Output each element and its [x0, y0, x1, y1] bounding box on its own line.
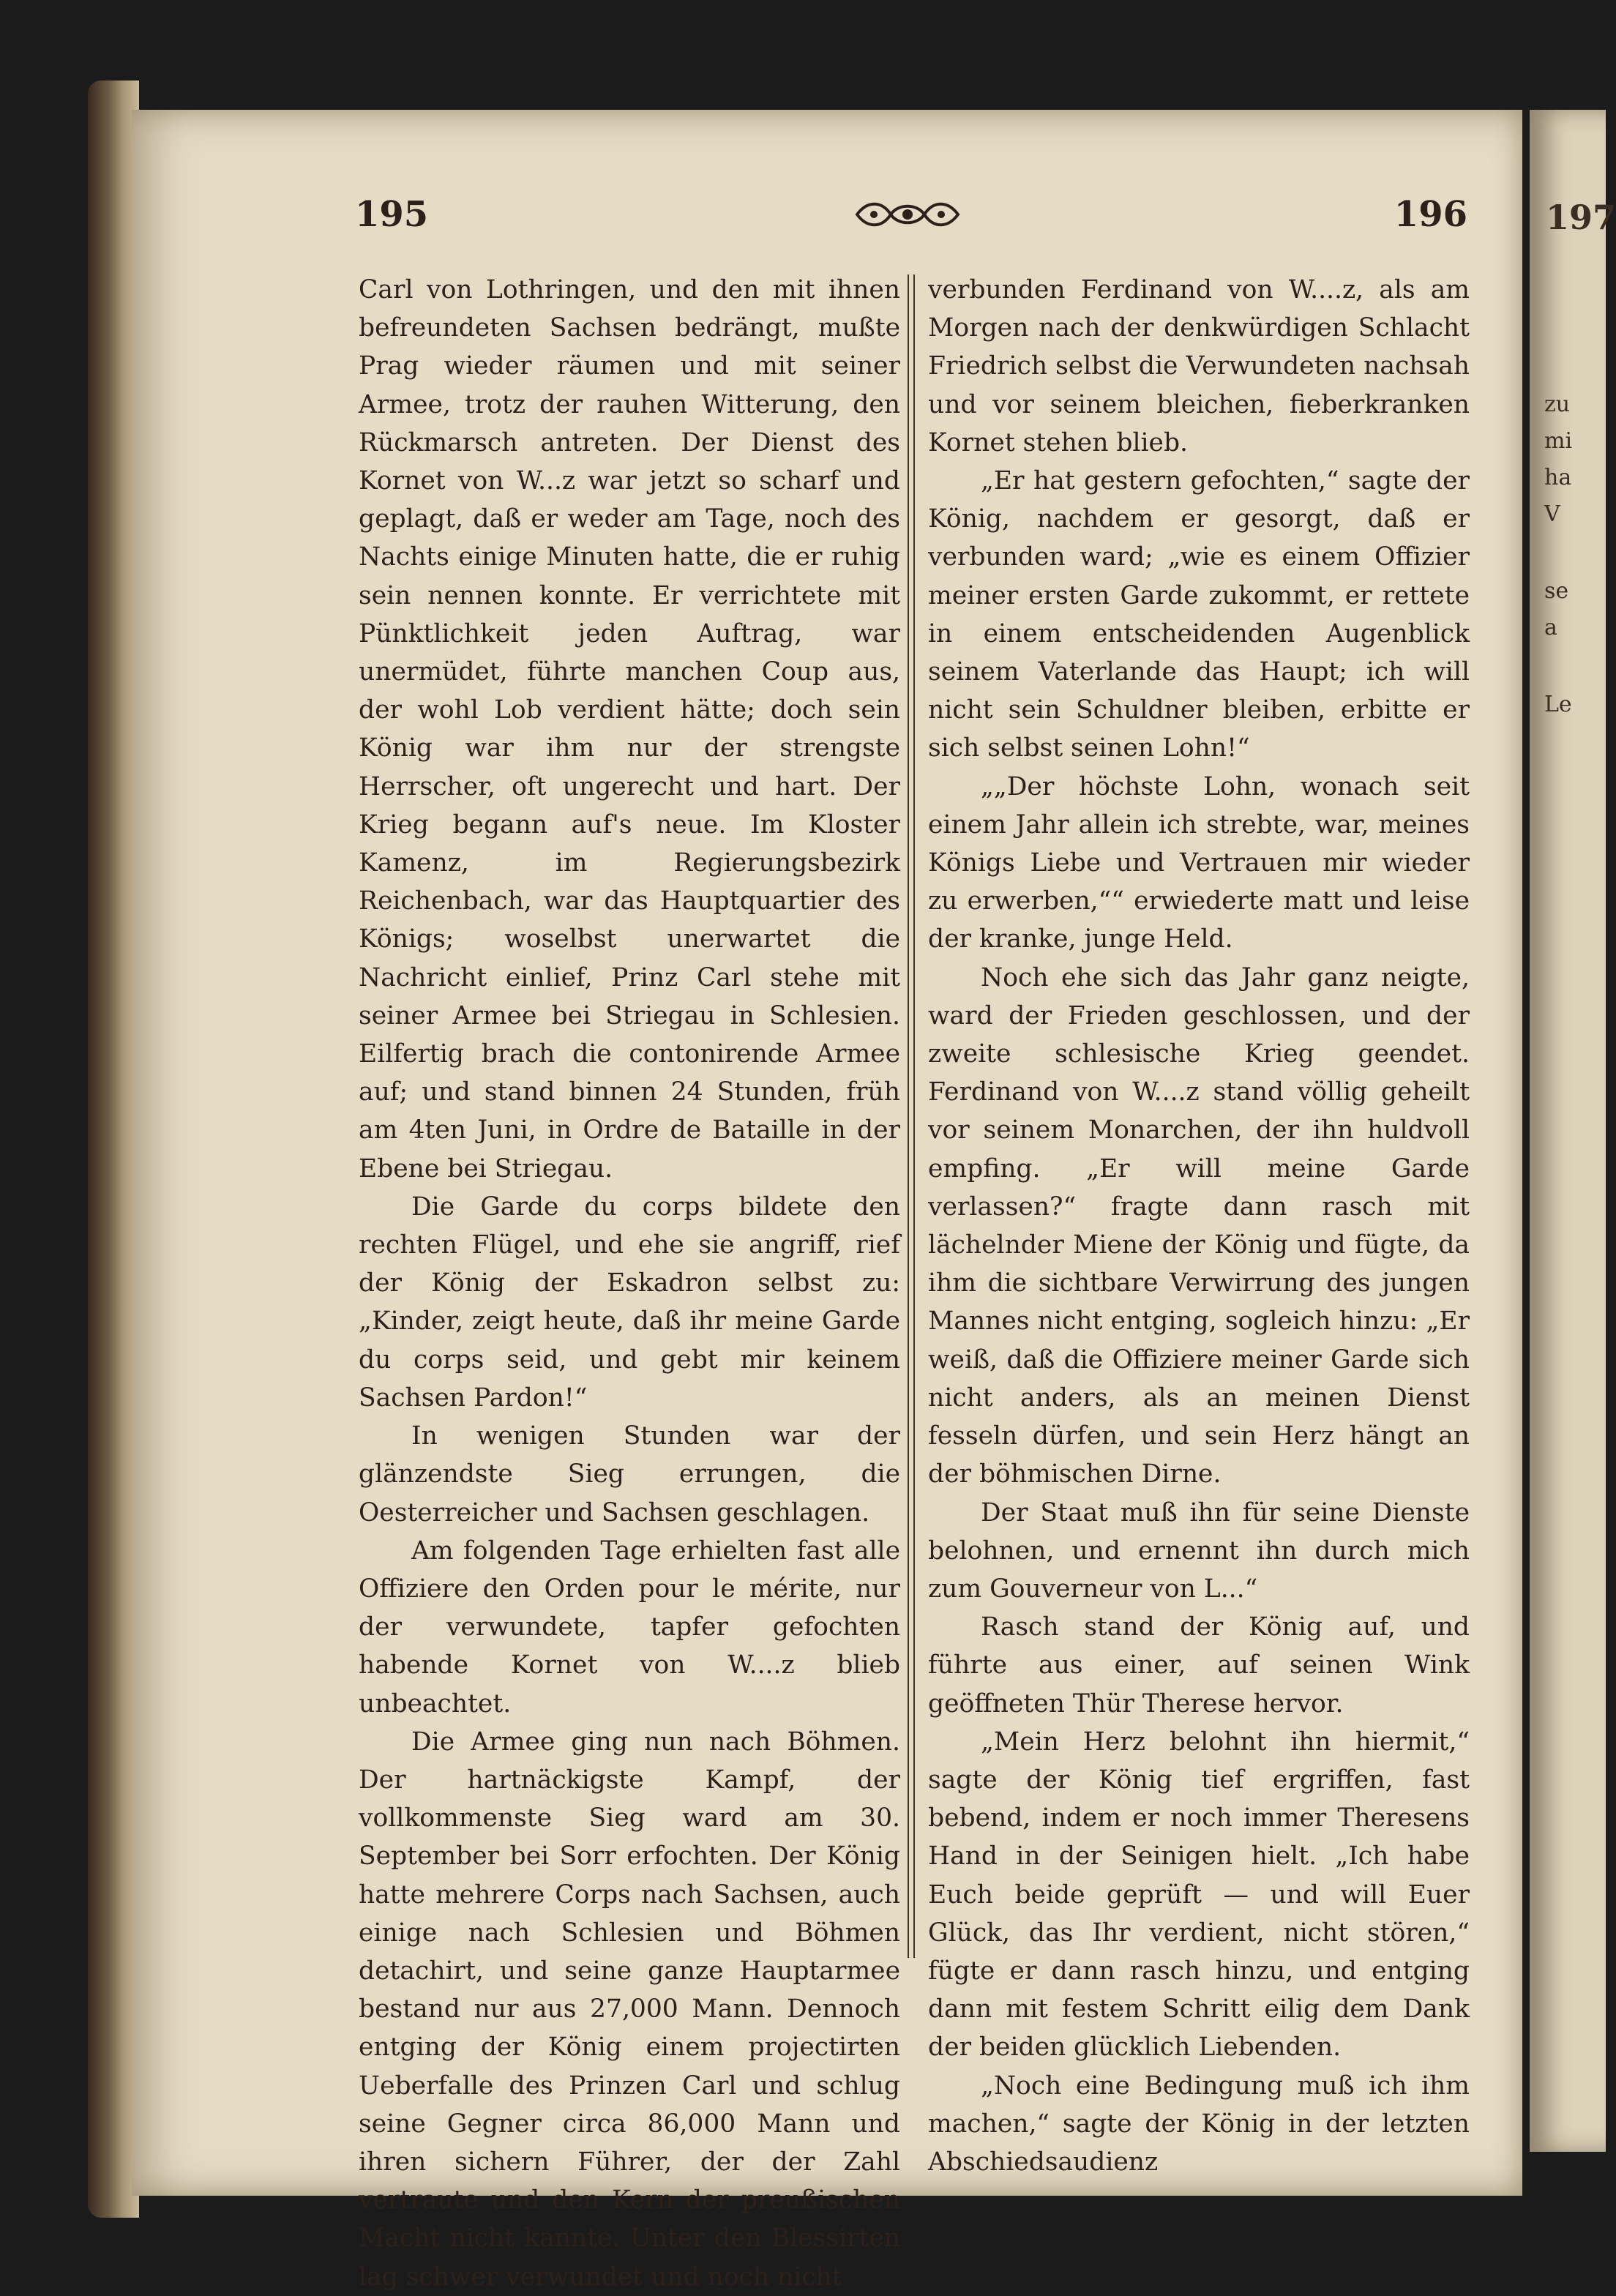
- paragraph: Noch ehe sich das Jahr ganz neigte, ward der Frieden geschlossen, und der zweite schlesische Krieg geendet. Ferdinand von W....z stand völlig geheilt vor seinem Monarchen, der ihn huldvoll empfing. „Er will meine Garde verlassen?“ fragte dann rasch mit lächelnder Miene der König und fügte, da ihm die sichtbare Verwirrung des jungen Mannes nicht entging, sogleich hinzu: „Er weiß, daß die Offiziere meiner Garde sich nicht anders, als an meinen Dienst fesseln dürfen, und sein Herz hängt an der böhmischen Dirne.: [928, 962, 1470, 1489]
- left-column: [359, 271, 900, 2296]
- paragraph: „Mein Herz belohnt ihn hiermit,“ sagte der König tief ergriffen, fast bebend, indem er noch immer Theresens Hand in der Seinigen hielt. „Ich habe Euch beide geprüft — und will Euer Glück, das Ihr verdient, nicht stören,“ fügte er dann rasch hinzu, und entging dann mit festem Schritt eilig dem Dank der beiden glücklich Liebenden.: [928, 1727, 1470, 2063]
- right-column: [928, 271, 1470, 2181]
- paragraph: Am folgenden Tage erhielten fast alle Offiziere den Orden pour le mérite, nur der verwundete, tapfer gefochten habende Kornet von W....z blieb unbeachtet.: [359, 1536, 900, 1719]
- paragraph: Rasch stand der König auf, und führte aus einer, auf seinen Wink geöffneten Thür Therese hervor.: [928, 1612, 1470, 1719]
- paragraph: Die Garde du corps bildete den rechten Flügel, und ehe sie angriff, rief der König der Eskadron selbst zu: „Kinder, zeigt heute, daß ihr meine Garde du corps seid, und gebt mir keinem Sachsen Pardon!“: [359, 1192, 900, 1413]
- paragraph: „„Der höchste Lohn, wonach seit einem Jahr allein ich strebte, war, meines Königs Liebe und Vertrauen mir wieder zu erwerben,““ erwiederte matt und leise der kranke, junge Held.: [928, 771, 1470, 954]
- next-page-number: 197: [1546, 198, 1616, 237]
- paragraph: In wenigen Stunden war der glänzendste Sieg errungen, die Oesterreicher und Sachsen geschlagen.: [359, 1421, 900, 1527]
- next-page-fragment: a: [1544, 615, 1557, 640]
- column-divider: [908, 274, 915, 1958]
- page-number-left: 195: [355, 194, 429, 235]
- next-page-edge: [1530, 110, 1616, 2152]
- ornament-icon: [853, 198, 962, 231]
- paragraph: „Er hat gestern gefochten,“ sagte der König, nachdem er gesorgt, daß er verbunden ward; „wie es einem Offizier meiner ersten Garde zukommt, er rettete in einem entscheidenden Augenblick seinem Vaterlande das Haupt; ich will nicht sein Schuldner bleiben, erbitte er sich selbst seinen Lohn!“: [928, 466, 1470, 763]
- next-page-fragment: V: [1544, 501, 1560, 527]
- paragraph: Der Staat muß ihn für seine Dienste belohnen, und ernennt ihn durch mich zum Gouverneur von L...“: [928, 1497, 1470, 1604]
- next-page-fragment: se: [1544, 578, 1569, 604]
- next-page-fragment: zu: [1544, 392, 1571, 417]
- paragraph: „Noch eine Bedingung muß ich ihm machen,“ sagte der König in der letzten Abschiedsaudienz: [928, 2071, 1470, 2177]
- next-page-fragment: ha: [1544, 465, 1572, 490]
- paragraph: verbunden Ferdinand von W....z, als am Morgen nach der denkwürdigen Schlacht Friedrich selbst die Verwundeten nachsah und vor seinem bleichen, fieberkranken Kornet stehen blieb.: [928, 275, 1470, 457]
- next-page-fragment: mi: [1544, 428, 1573, 454]
- next-page-fragment: Le: [1544, 692, 1572, 717]
- page-header: [355, 194, 1467, 245]
- paragraph: Die Armee ging nun nach Böhmen. Der hartnäckigste Kampf, der vollkommenste Sieg ward am 30. September bei Sorr erfochten. Der König hatte mehrere Corps nach Sachsen, auch einige nach Schlesien und Böhmen detachirt, und seine ganze Hauptarmee bestand nur aus 27,000 Mann. Dennoch entging der König einem projectirten Ueberfalle des Prinzen Carl und schlug seine Gegner circa 86,000 Mann und ihren sichern Führer, der der Zahl vertraute und den Kern der preußischen Macht nicht kannte. Unter den Blessirten lag schwer verwundet und noch nicht: [359, 1727, 900, 2292]
- paragraph: Carl von Lothringen, und den mit ihnen befreundeten Sachsen bedrängt, mußte Prag wieder räumen und mit seiner Armee, trotz der rauhen Witterung, den Rückmarsch antreten. Der Dienst des Kornet von W...z war jetzt so scharf und geplagt, daß er weder am Tage, noch des Nachts einige Minuten hatte, die er ruhig sein nennen konnte. Er verrichtete mit Pünktlichkeit jeden Auftrag, war unermüdet, führte manchen Coup aus, der wohl Lob verdient hätte; doch sein König war ihm nur der strengste Herrscher, oft ungerecht und hart. Der Krieg begann auf's neue. Im Kloster Kamenz, im Regierungsbezirk Reichenbach, war das Hauptquartier des Königs; woselbst unerwartet die Nachricht einlief, Prinz Carl stehe mit seiner Armee bei Striegau in Schlesien. Eilfertig brach die contonirende Armee auf; und stand binnen 24 Stunden, früh am 4ten Juni, in Ordre de Bataille in der Ebene bei Striegau.: [359, 275, 900, 1183]
- page-number-right: 196: [1394, 194, 1467, 235]
